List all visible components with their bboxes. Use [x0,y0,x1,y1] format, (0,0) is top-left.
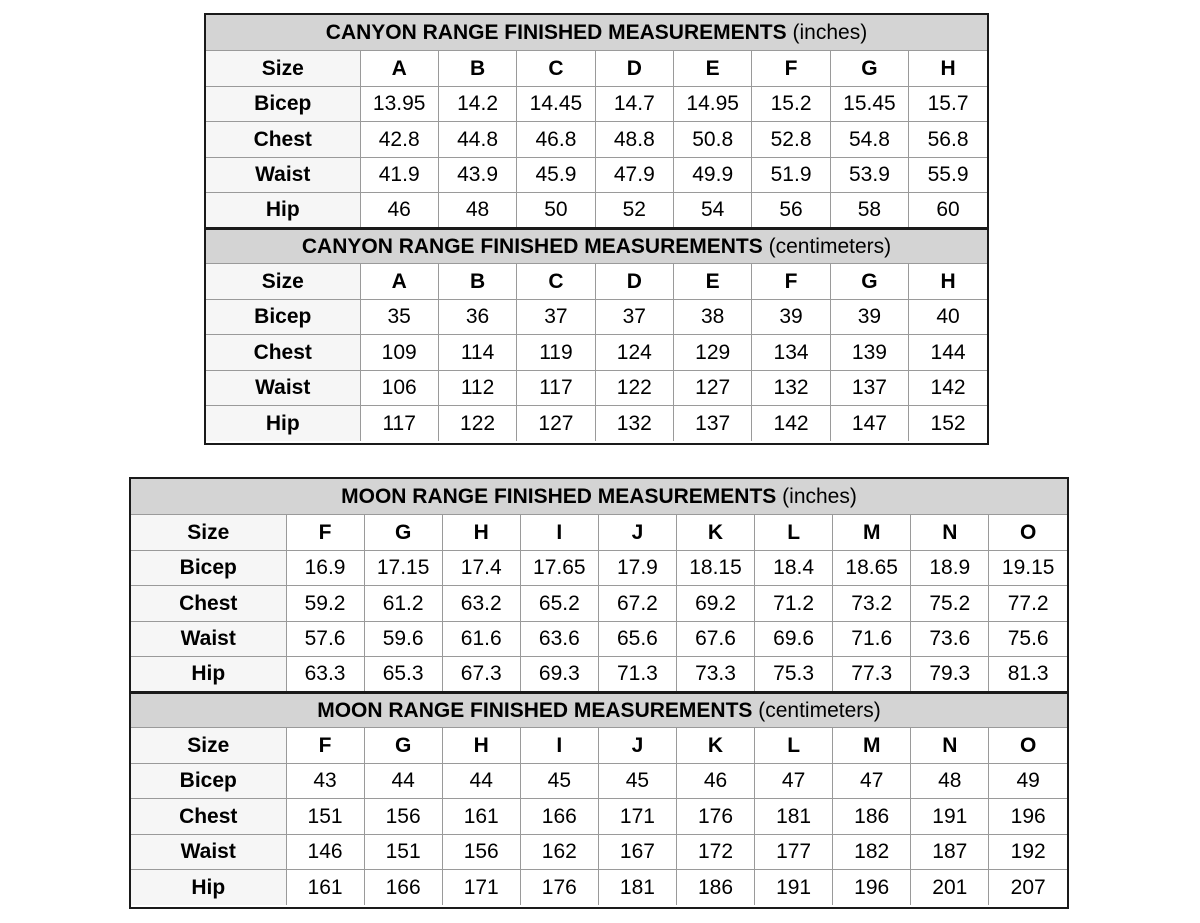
measurement-value: 73.6 [911,621,989,657]
measurement-label: Waist [206,157,360,193]
measurement-value: 18.65 [833,550,911,586]
measurement-value: 47 [755,763,833,799]
moon-table [131,479,1067,905]
measurement-value: 67.2 [598,586,676,622]
measurement-value: 71.6 [833,621,911,657]
measurement-label: Hip [131,657,286,693]
measurement-value: 46.8 [517,122,595,158]
size-header: G [830,264,908,300]
measurement-label: Chest [206,122,360,158]
measurement-value: 14.45 [517,86,595,122]
measurement-value: 132 [595,406,673,442]
measurement-value: 75.3 [755,657,833,693]
measurement-value: 61.6 [442,621,520,657]
measurement-value: 45.9 [517,157,595,193]
measurement-value: 37 [595,299,673,335]
measurement-value: 43 [286,763,364,799]
measurement-value: 156 [442,834,520,870]
table-row [206,299,987,335]
measurement-value: 45 [520,763,598,799]
table-row [206,193,987,229]
measurement-value: 17.15 [364,550,442,586]
measurement-value: 47 [833,763,911,799]
table-row [206,406,987,442]
measurement-value: 15.2 [752,86,830,122]
measurement-value: 49 [989,763,1067,799]
measurement-label: Waist [131,834,286,870]
measurement-value: 182 [833,834,911,870]
measurement-value: 171 [598,799,676,835]
measurement-value: 40 [909,299,987,335]
size-header: M [833,515,911,551]
measurement-value: 46 [676,763,754,799]
measurement-value: 122 [595,370,673,406]
measurement-value: 54.8 [830,122,908,158]
size-header: H [909,51,987,87]
measurement-value: 52.8 [752,122,830,158]
size-header: E [674,51,752,87]
table-title-main: MOON RANGE FINISHED MEASUREMENTS [341,485,777,508]
measurement-value: 186 [676,870,754,906]
size-header: G [830,51,908,87]
measurement-value: 187 [911,834,989,870]
measurement-value: 16.9 [286,550,364,586]
measurement-value: 124 [595,335,673,371]
measurement-label: Chest [131,586,286,622]
measurement-value: 53.9 [830,157,908,193]
measurement-value: 77.3 [833,657,911,693]
table-title-row [131,692,1067,728]
table-title [131,479,1067,515]
measurement-label: Bicep [131,763,286,799]
measurement-value: 67.6 [676,621,754,657]
size-header: N [911,515,989,551]
size-header: I [520,515,598,551]
size-header: H [442,515,520,551]
table-title-row [206,228,987,264]
size-header: B [438,51,516,87]
measurement-value: 42.8 [360,122,438,158]
measurement-value: 52 [595,193,673,229]
measurement-value: 17.65 [520,550,598,586]
measurement-value: 191 [755,870,833,906]
measurement-value: 112 [438,370,516,406]
measurement-value: 106 [360,370,438,406]
table-title-row [206,15,987,51]
measurement-value: 43.9 [438,157,516,193]
measurement-value: 59.6 [364,621,442,657]
measurement-value: 166 [364,870,442,906]
measurement-value: 137 [830,370,908,406]
size-header: J [598,515,676,551]
table-title-main: CANYON RANGE FINISHED MEASUREMENTS [301,234,763,258]
measurement-value: 17.4 [442,550,520,586]
size-label: Size [206,264,360,300]
measurement-value: 18.4 [755,550,833,586]
measurement-value: 119 [517,335,595,371]
table-row [131,870,1067,906]
measurement-value: 56 [752,193,830,229]
measurement-value: 45 [598,763,676,799]
size-header-row [206,51,987,87]
size-header: D [595,51,673,87]
size-header: L [755,515,833,551]
table-title-main: MOON RANGE FINISHED MEASUREMENTS [317,698,753,722]
measurement-value: 161 [442,799,520,835]
measurement-value: 17.9 [598,550,676,586]
size-header: E [674,264,752,300]
measurement-value: 50 [517,193,595,229]
table-row [131,550,1067,586]
measurement-value: 18.15 [676,550,754,586]
size-header: B [438,264,516,300]
measurement-value: 186 [833,799,911,835]
table-row [131,586,1067,622]
measurement-value: 152 [909,406,987,442]
measurement-label: Bicep [131,550,286,586]
measurement-value: 162 [520,834,598,870]
table-row [131,763,1067,799]
measurement-value: 201 [911,870,989,906]
table-title [206,228,987,264]
measurement-label: Chest [206,335,360,371]
measurement-value: 51.9 [752,157,830,193]
size-label: Size [131,728,286,764]
table-row [131,621,1067,657]
moon-range-measurements [129,477,1069,909]
measurement-value: 139 [830,335,908,371]
measurement-value: 73.3 [676,657,754,693]
measurement-value: 63.3 [286,657,364,693]
measurement-value: 18.9 [911,550,989,586]
size-header: I [520,728,598,764]
measurement-value: 129 [674,335,752,371]
measurement-value: 63.2 [442,586,520,622]
measurement-value: 177 [755,834,833,870]
measurement-value: 55.9 [909,157,987,193]
measurement-value: 36 [438,299,516,335]
measurement-value: 38 [674,299,752,335]
measurement-value: 176 [520,870,598,906]
size-header: D [595,264,673,300]
size-header: O [989,728,1067,764]
measurement-value: 196 [989,799,1067,835]
measurement-value: 48.8 [595,122,673,158]
measurement-value: 171 [442,870,520,906]
size-label: Size [206,51,360,87]
measurement-value: 176 [676,799,754,835]
measurement-value: 39 [752,299,830,335]
measurement-value: 48 [438,193,516,229]
measurement-value: 151 [364,834,442,870]
measurement-label: Chest [131,799,286,835]
measurement-value: 181 [755,799,833,835]
measurement-label: Bicep [206,86,360,122]
table-title-row [131,479,1067,515]
measurement-label: Hip [131,870,286,906]
size-header: C [517,264,595,300]
measurement-value: 122 [438,406,516,442]
measurement-value: 67.3 [442,657,520,693]
measurement-value: 117 [360,406,438,442]
table-row [206,335,987,371]
table-row [131,657,1067,693]
table-title [206,15,987,51]
measurement-value: 134 [752,335,830,371]
measurement-value: 75.6 [989,621,1067,657]
canyon-table [206,15,987,441]
table-row [206,122,987,158]
measurement-value: 109 [360,335,438,371]
measurement-value: 61.2 [364,586,442,622]
measurement-value: 44.8 [438,122,516,158]
measurement-value: 151 [286,799,364,835]
size-header: A [360,264,438,300]
table-title-unit: (centimeters) [758,698,881,722]
size-header: G [364,515,442,551]
measurement-value: 39 [830,299,908,335]
measurement-value: 166 [520,799,598,835]
measurement-value: 147 [830,406,908,442]
measurement-value: 41.9 [360,157,438,193]
measurement-value: 58 [830,193,908,229]
measurement-label: Waist [131,621,286,657]
measurement-value: 46 [360,193,438,229]
table-title-main: CANYON RANGE FINISHED MEASUREMENTS [325,21,787,44]
measurement-value: 65.2 [520,586,598,622]
measurement-value: 167 [598,834,676,870]
table-row [206,86,987,122]
measurement-value: 14.95 [674,86,752,122]
size-header: H [909,264,987,300]
measurement-value: 75.2 [911,586,989,622]
measurement-label: Bicep [206,299,360,335]
size-header: K [676,728,754,764]
measurement-value: 57.6 [286,621,364,657]
measurement-value: 132 [752,370,830,406]
measurement-value: 192 [989,834,1067,870]
measurement-value: 14.7 [595,86,673,122]
measurement-value: 56.8 [909,122,987,158]
measurement-value: 196 [833,870,911,906]
measurement-value: 156 [364,799,442,835]
table-title-unit: (inches) [782,485,857,508]
table-row [206,157,987,193]
size-header: O [989,515,1067,551]
measurement-value: 14.2 [438,86,516,122]
size-header: L [755,728,833,764]
measurement-value: 50.8 [674,122,752,158]
measurement-value: 60 [909,193,987,229]
size-header: C [517,51,595,87]
measurement-value: 47.9 [595,157,673,193]
measurement-value: 127 [674,370,752,406]
table-title-unit: (inches) [792,21,868,44]
size-header: F [752,51,830,87]
table-title [131,692,1067,728]
measurement-value: 35 [360,299,438,335]
measurement-value: 15.7 [909,86,987,122]
size-header: N [911,728,989,764]
measurement-value: 127 [517,406,595,442]
table-row [131,799,1067,835]
measurement-value: 54 [674,193,752,229]
size-header: K [676,515,754,551]
measurement-value: 69.2 [676,586,754,622]
measurement-value: 19.15 [989,550,1067,586]
size-header-row [131,515,1067,551]
measurement-label: Waist [206,370,360,406]
measurement-value: 37 [517,299,595,335]
measurement-value: 114 [438,335,516,371]
measurement-value: 81.3 [989,657,1067,693]
table-title-unit: (centimeters) [768,234,892,258]
measurement-value: 77.2 [989,586,1067,622]
size-header: A [360,51,438,87]
measurement-value: 69.6 [755,621,833,657]
measurement-value: 146 [286,834,364,870]
size-header: G [364,728,442,764]
measurement-value: 15.45 [830,86,908,122]
measurement-value: 63.6 [520,621,598,657]
measurement-value: 65.3 [364,657,442,693]
size-header: J [598,728,676,764]
measurement-value: 59.2 [286,586,364,622]
size-header-row [206,264,987,300]
measurement-value: 207 [989,870,1067,906]
size-label: Size [131,515,286,551]
measurement-value: 144 [909,335,987,371]
measurement-label: Hip [206,193,360,229]
measurement-value: 13.95 [360,86,438,122]
measurement-value: 71.3 [598,657,676,693]
measurement-value: 69.3 [520,657,598,693]
measurement-value: 48 [911,763,989,799]
measurement-value: 79.3 [911,657,989,693]
measurement-value: 73.2 [833,586,911,622]
measurement-value: 191 [911,799,989,835]
measurement-value: 142 [909,370,987,406]
canyon-range-measurements [204,13,989,445]
size-header: F [286,728,364,764]
measurement-value: 65.6 [598,621,676,657]
measurement-value: 181 [598,870,676,906]
measurement-value: 161 [286,870,364,906]
measurement-label: Hip [206,406,360,442]
size-header-row [131,728,1067,764]
size-header: H [442,728,520,764]
table-row [131,834,1067,870]
size-header: F [286,515,364,551]
table-row [206,370,987,406]
size-header: M [833,728,911,764]
measurement-value: 142 [752,406,830,442]
measurement-value: 172 [676,834,754,870]
measurement-value: 44 [364,763,442,799]
measurement-value: 137 [674,406,752,442]
measurement-value: 117 [517,370,595,406]
measurement-value: 71.2 [755,586,833,622]
measurement-value: 49.9 [674,157,752,193]
measurement-value: 44 [442,763,520,799]
size-header: F [752,264,830,300]
